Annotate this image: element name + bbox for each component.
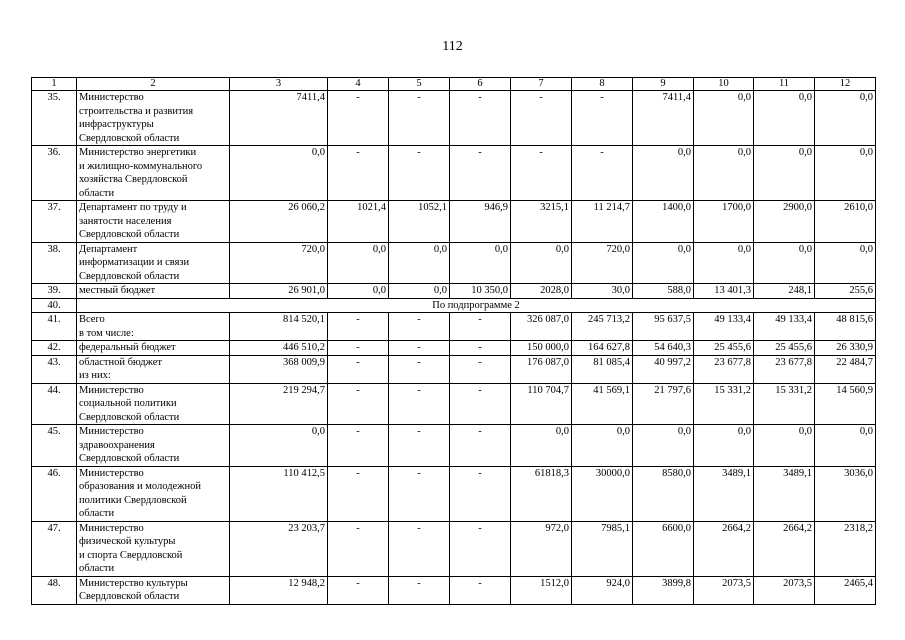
row-label: местный бюджет [77, 284, 230, 299]
value-cell: 0,0 [389, 242, 450, 284]
value-cell: 248,1 [754, 284, 815, 299]
value-cell: 0,0 [754, 242, 815, 284]
value-cell: - [450, 355, 511, 383]
value-cell: 54 640,3 [633, 341, 694, 356]
value-cell: 164 627,8 [572, 341, 633, 356]
value-cell: 0,0 [694, 242, 754, 284]
value-cell: 2073,5 [694, 576, 754, 604]
value-cell: 15 331,2 [754, 383, 815, 425]
value-cell: 25 455,6 [754, 341, 815, 356]
row-label: федеральный бюджет [77, 341, 230, 356]
value-cell: - [328, 313, 389, 341]
row-number: 47. [32, 521, 77, 576]
value-cell: 720,0 [572, 242, 633, 284]
row-number: 36. [32, 146, 77, 201]
table-row [32, 91, 876, 146]
value-cell: 40 997,2 [633, 355, 694, 383]
value-cell: 26 901,0 [230, 284, 328, 299]
value-cell: 0,0 [815, 425, 876, 467]
row-number: 42. [32, 341, 77, 356]
value-cell: 6600,0 [633, 521, 694, 576]
value-cell: 0,0 [754, 146, 815, 201]
table-row [32, 383, 876, 425]
value-cell: - [389, 355, 450, 383]
row-label: Министерство физической культуры и спорта Свердловской области [77, 521, 230, 576]
value-cell: 26 060,2 [230, 201, 328, 243]
value-cell: 30,0 [572, 284, 633, 299]
row-label: Министерство социальной политики Свердловской области [77, 383, 230, 425]
row-number: 41. [32, 313, 77, 341]
value-cell: - [328, 383, 389, 425]
value-cell: 150 000,0 [511, 341, 572, 356]
value-cell: 25 455,6 [694, 341, 754, 356]
table-row [32, 284, 876, 299]
value-cell: 924,0 [572, 576, 633, 604]
row-label: Всего в том числе: [77, 313, 230, 341]
value-cell: 0,0 [815, 91, 876, 146]
value-cell: 110 412,5 [230, 466, 328, 521]
value-cell: 0,0 [754, 91, 815, 146]
value-cell: 21 797,6 [633, 383, 694, 425]
value-cell: - [389, 313, 450, 341]
value-cell: 0,0 [230, 425, 328, 467]
value-cell: 1021,4 [328, 201, 389, 243]
table-row [32, 341, 876, 356]
row-label: Министерство культуры Свердловской области [77, 576, 230, 604]
column-header: 11 [754, 78, 815, 91]
value-cell: 2664,2 [694, 521, 754, 576]
value-cell: 0,0 [572, 425, 633, 467]
value-cell: 3899,8 [633, 576, 694, 604]
value-cell: 1052,1 [389, 201, 450, 243]
value-cell: 0,0 [511, 425, 572, 467]
value-cell: - [511, 146, 572, 201]
value-cell: 2664,2 [754, 521, 815, 576]
column-header: 6 [450, 78, 511, 91]
value-cell: 95 637,5 [633, 313, 694, 341]
row-number: 35. [32, 91, 77, 146]
value-cell: 3215,1 [511, 201, 572, 243]
value-cell: 7411,4 [633, 91, 694, 146]
value-cell: 0,0 [694, 146, 754, 201]
value-cell: - [450, 341, 511, 356]
table-row [32, 576, 876, 604]
table-row [32, 355, 876, 383]
row-number: 43. [32, 355, 77, 383]
value-cell: - [328, 146, 389, 201]
row-number: 40. [32, 298, 77, 313]
value-cell: 0,0 [230, 146, 328, 201]
row-number: 44. [32, 383, 77, 425]
value-cell: 946,9 [450, 201, 511, 243]
value-cell: 11 214,7 [572, 201, 633, 243]
value-cell: 326 087,0 [511, 313, 572, 341]
row-number: 38. [32, 242, 77, 284]
value-cell: - [389, 466, 450, 521]
value-cell: 2028,0 [511, 284, 572, 299]
value-cell: 0,0 [815, 146, 876, 201]
value-cell: - [328, 341, 389, 356]
value-cell: 14 560,9 [815, 383, 876, 425]
value-cell: 7411,4 [230, 91, 328, 146]
value-cell: 2610,0 [815, 201, 876, 243]
value-cell: 8580,0 [633, 466, 694, 521]
table-row [32, 242, 876, 284]
column-header: 3 [230, 78, 328, 91]
row-number: 48. [32, 576, 77, 604]
column-header: 12 [815, 78, 876, 91]
table-row [32, 313, 876, 341]
table-row [32, 146, 876, 201]
value-cell: 0,0 [633, 425, 694, 467]
value-cell: 219 294,7 [230, 383, 328, 425]
value-cell: 1700,0 [694, 201, 754, 243]
row-number: 39. [32, 284, 77, 299]
value-cell: 446 510,2 [230, 341, 328, 356]
value-cell: 23 203,7 [230, 521, 328, 576]
value-cell: 0,0 [328, 242, 389, 284]
budget-table [31, 77, 876, 605]
value-cell: 81 085,4 [572, 355, 633, 383]
value-cell: - [389, 341, 450, 356]
row-label: Министерство строительства и развития инфраструктуры Свердловской области [77, 91, 230, 146]
value-cell: - [328, 576, 389, 604]
value-cell: 49 133,4 [694, 313, 754, 341]
value-cell: 41 569,1 [572, 383, 633, 425]
column-header: 5 [389, 78, 450, 91]
value-cell: 48 815,6 [815, 313, 876, 341]
column-header: 1 [32, 78, 77, 91]
section-title: По подпрограмме 2 [77, 298, 876, 313]
value-cell: - [328, 425, 389, 467]
row-number: 46. [32, 466, 77, 521]
column-header: 7 [511, 78, 572, 91]
value-cell: 255,6 [815, 284, 876, 299]
value-cell: 23 677,8 [694, 355, 754, 383]
value-cell: 0,0 [328, 284, 389, 299]
value-cell: - [450, 425, 511, 467]
value-cell: 30000,0 [572, 466, 633, 521]
value-cell: - [511, 91, 572, 146]
row-label: Департамент по труду и занятости населения Свердловской области [77, 201, 230, 243]
column-header: 10 [694, 78, 754, 91]
value-cell: 972,0 [511, 521, 572, 576]
value-cell: 23 677,8 [754, 355, 815, 383]
value-cell: 10 350,0 [450, 284, 511, 299]
value-cell: 245 713,2 [572, 313, 633, 341]
row-label: Министерство образования и молодежной политики Свердловской области [77, 466, 230, 521]
value-cell: 0,0 [450, 242, 511, 284]
value-cell: 176 087,0 [511, 355, 572, 383]
column-header-row [32, 78, 876, 91]
column-header: 8 [572, 78, 633, 91]
row-label: Министерство энергетики и жилищно-коммунального хозяйства Свердловской области [77, 146, 230, 201]
value-cell: - [450, 521, 511, 576]
value-cell: - [572, 91, 633, 146]
value-cell: 720,0 [230, 242, 328, 284]
value-cell: 0,0 [389, 284, 450, 299]
table-row [32, 521, 876, 576]
row-label: областной бюджет из них: [77, 355, 230, 383]
value-cell: - [450, 383, 511, 425]
value-cell: 588,0 [633, 284, 694, 299]
value-cell: - [389, 521, 450, 576]
table-row [32, 466, 876, 521]
value-cell: - [328, 521, 389, 576]
value-cell: 3036,0 [815, 466, 876, 521]
value-cell: - [328, 466, 389, 521]
value-cell: 2073,5 [754, 576, 815, 604]
value-cell: - [328, 91, 389, 146]
value-cell: 26 330,9 [815, 341, 876, 356]
page-number: 112 [442, 39, 463, 54]
value-cell: 61818,3 [511, 466, 572, 521]
value-cell: 2465,4 [815, 576, 876, 604]
value-cell: - [450, 313, 511, 341]
section-row [32, 298, 876, 313]
value-cell: - [389, 91, 450, 146]
value-cell: 0,0 [694, 91, 754, 146]
value-cell: - [328, 355, 389, 383]
value-cell: - [450, 466, 511, 521]
value-cell: 22 484,7 [815, 355, 876, 383]
value-cell: 12 948,2 [230, 576, 328, 604]
value-cell: 2318,2 [815, 521, 876, 576]
value-cell: - [450, 576, 511, 604]
row-number: 45. [32, 425, 77, 467]
value-cell: - [572, 146, 633, 201]
row-label: Департамент информатизации и связи Свердловской области [77, 242, 230, 284]
value-cell: 0,0 [694, 425, 754, 467]
value-cell: - [389, 425, 450, 467]
value-cell: - [389, 576, 450, 604]
column-header: 2 [77, 78, 230, 91]
value-cell: 0,0 [633, 242, 694, 284]
value-cell: 3489,1 [694, 466, 754, 521]
value-cell: - [389, 383, 450, 425]
value-cell: - [450, 146, 511, 201]
row-number: 37. [32, 201, 77, 243]
value-cell: 0,0 [815, 242, 876, 284]
value-cell: 0,0 [511, 242, 572, 284]
value-cell: 49 133,4 [754, 313, 815, 341]
value-cell: 1400,0 [633, 201, 694, 243]
table-row [32, 201, 876, 243]
value-cell: 1512,0 [511, 576, 572, 604]
value-cell: 0,0 [754, 425, 815, 467]
value-cell: 368 009,9 [230, 355, 328, 383]
value-cell: 814 520,1 [230, 313, 328, 341]
value-cell: 15 331,2 [694, 383, 754, 425]
value-cell: - [450, 91, 511, 146]
row-label: Министерство здравоохранения Свердловской области [77, 425, 230, 467]
value-cell: 3489,1 [754, 466, 815, 521]
table-row [32, 425, 876, 467]
value-cell: 2900,0 [754, 201, 815, 243]
column-header: 9 [633, 78, 694, 91]
value-cell: 13 401,3 [694, 284, 754, 299]
value-cell: 110 704,7 [511, 383, 572, 425]
value-cell: - [389, 146, 450, 201]
column-header: 4 [328, 78, 389, 91]
value-cell: 0,0 [633, 146, 694, 201]
value-cell: 7985,1 [572, 521, 633, 576]
